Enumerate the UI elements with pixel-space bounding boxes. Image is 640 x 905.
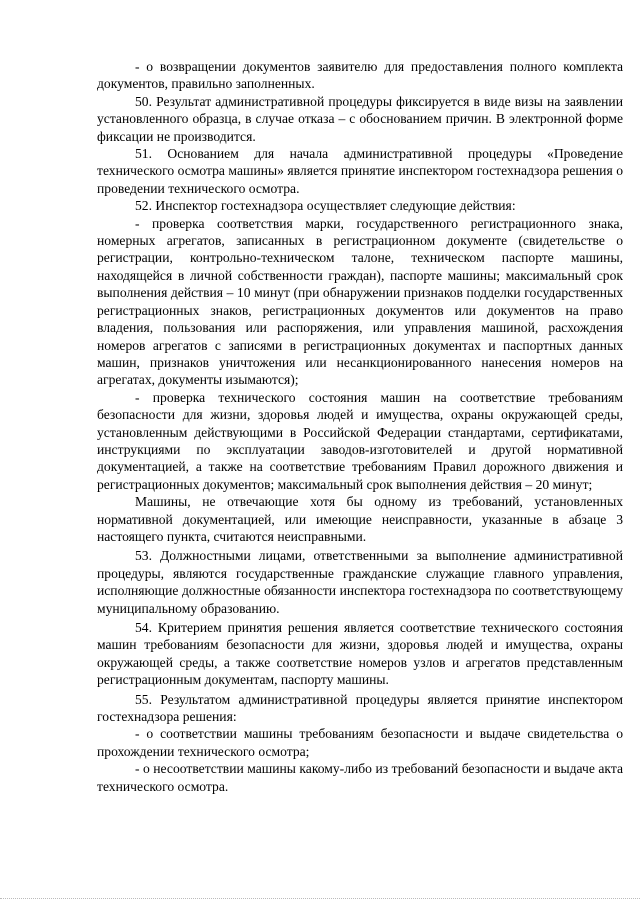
paragraph-52: 52. Инспектор гостехнадзора осуществляет следующие действия: bbox=[135, 198, 516, 214]
paragraph-55-item-nonconformity: - о несоответствии машины какому-либо из требований безопасности и выдаче акта технического осмотра. bbox=[97, 761, 623, 794]
paragraph-55-item-conformity: - о соответствии машины требованиям безопасности и выдаче свидетельства о прохождении технического осмотра; bbox=[97, 726, 623, 759]
paragraph-50: 50. Результат административной процедуры фиксируется в виде визы на заявлении установленного образца, в случае отказа – с обоснованием причин. В электронной форме фиксации не производится. bbox=[97, 93, 623, 144]
scan-edge-line bbox=[0, 898, 640, 900]
paragraph-52-item-check-mark: - проверка соответствия марки, государственного регистрационного знака, номерных агрегатов, записанных в регистрационном документе (свидетельстве о регистрации, контрольно-техническом талоне, техническом паспорте машины, находящейся в личной собственности граждан), паспорте машины; максимальный срок выполнения действия – 10 минут (при обнаружении признаков подделки государственных регистрационных знаков, регистрационных документов или документов на право владения, пользования или распоряжения, или управления машиной, расхождения номеров агрегатов с записями в регистрационных документах и паспортных данных машин, признаков уничтожения или несанкционированного нанесения номеров на агрегатах, документы изымаются); bbox=[97, 215, 623, 388]
paragraph-52-nonconforming: Машины, не отвечающие хотя бы одному из требований, установленных нормативной документацией, или имеющие неисправности, указанные в абзаце 3 настоящего пункта, считаются неисправными. bbox=[97, 494, 623, 544]
paragraph-51: 51. Основанием для начала административной процедуры «Проведение технического осмотра машины» является принятие инспектором гостехнадзора решения о проведении технического осмотра. bbox=[97, 146, 623, 196]
document-body bbox=[97, 58, 623, 795]
paragraph-52-item-tech-check: - проверка технического состояния машин на соответствие требованиям безопасности для жизни, здоровья людей и имущества, охраны окружающей среды, установленным действующими в Российской Федерации стандартами, сертификатами, инструкциями по эксплуатации заводов-изготовителей и другой нормативной документацией, а также на соответствие требованиям Правил дорожного движения и регистрационных документов; максимальный срок выполнения действия – 20 минут; bbox=[97, 389, 623, 492]
paragraph-item-return-docs: - о возвращении документов заявителю для предоставления полного комплекта документов, правильно заполненных. bbox=[97, 59, 623, 92]
paragraph-53: 53. Должностными лицами, ответственными за выполнение административной процедуры, являются государственные гражданские служащие главного управления, исполняющие должностные обязанности инспектора гостехнадзора по соответствующему муниципальному образованию. bbox=[97, 548, 623, 616]
paragraph-55: 55. Результатом административной процедуры является принятие инспектором гостехнадзора решения: bbox=[97, 691, 623, 725]
paragraph-54: 54. Критерием принятия решения является соответствие технического состояния машин требованиям безопасности для жизни, здоровья людей и имущества, охраны окружающей среды, а также соответствие номеров узлов и агрегатов представленным регистрационным документам, паспорту машины. bbox=[97, 620, 623, 688]
